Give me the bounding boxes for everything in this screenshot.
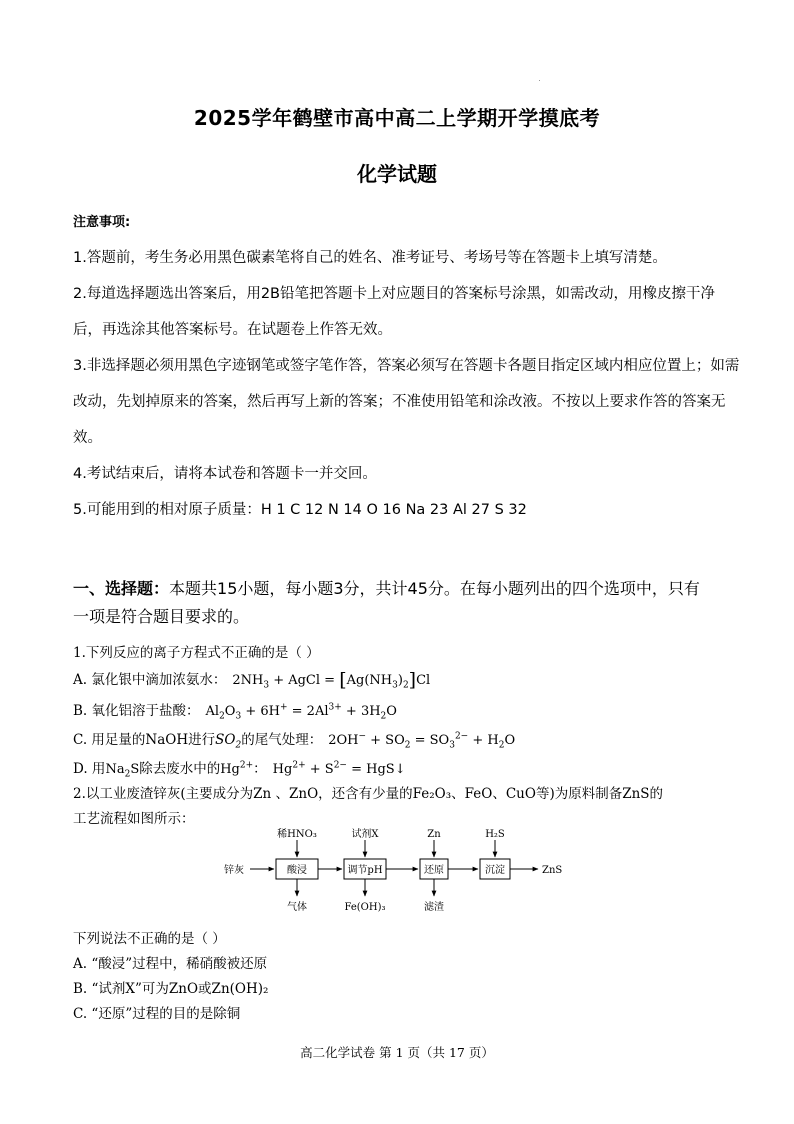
process-flow-diagram bbox=[222, 824, 572, 916]
notice-item-3-end: 效。 bbox=[73, 430, 102, 446]
flow-byproduct-2: Fe(OH)₃ bbox=[344, 902, 386, 913]
exam-subtitle: 化学试题 bbox=[357, 162, 437, 186]
q1-option-b-text: B. 氧化铝溶于盐酸： bbox=[73, 703, 200, 719]
q1-option-a-text: A. 氯化银中滴加浓氨水： bbox=[73, 672, 227, 688]
section-desc: 本题共15小题，每小题3分，共计45分。在每小题列出的四个选项中，只有 bbox=[169, 579, 700, 598]
scan-dot bbox=[539, 80, 540, 81]
section-heading-cont: 一项是符合题目要求的。 bbox=[73, 607, 250, 626]
notice-item-3: 3.非选择题必须用黑色字迹钢笔或签字笔作答，答案必须写在答题卡各题目指定区域内相应位置上；如需 bbox=[73, 358, 740, 374]
flow-step-4: 沉淀 bbox=[485, 865, 505, 876]
notice-item-2-cont: 后，再选涂其他答案标号。在试题卷上作答无效。 bbox=[73, 322, 392, 338]
q1-option-d-text-3: ： bbox=[253, 761, 267, 777]
q1-option-c-text-2: 的尾气处理： bbox=[241, 732, 323, 748]
q1-option-a-equation: $2NH_3$ + AgCl = $[Ag(NH_3)_2]Cl$ bbox=[232, 669, 431, 691]
flow-reagent-3: Zn bbox=[427, 829, 441, 840]
notice-item-1: 1.答题前，考生务必用黑色碳素笔将自己的姓名、准考证号、考场号等在答题卡上填写清楚。 bbox=[73, 250, 667, 266]
flow-reagent-2: 试剂X bbox=[351, 829, 379, 840]
q2-stem-cont: 工艺流程如图所示： bbox=[73, 811, 195, 827]
flow-byproduct-3: 滤渣 bbox=[424, 902, 444, 913]
flow-step-3: 还原 bbox=[424, 865, 444, 876]
q1-stem: 1.下列反应的离子方程式不正确的是（ ） bbox=[73, 645, 320, 661]
q1-option-c bbox=[73, 728, 516, 751]
q2-question: 下列说法不正确的是（ ） bbox=[73, 931, 226, 947]
q1-option-d-na2s: $Na_2S$ bbox=[105, 762, 140, 780]
q1-option-a bbox=[73, 668, 430, 691]
q1-option-d-text-1: D. 用 bbox=[73, 761, 106, 777]
flow-reagent-4: H₂S bbox=[485, 829, 505, 840]
flow-output-label: ZnS bbox=[542, 865, 563, 876]
flow-byproduct-1: 气体 bbox=[287, 902, 307, 913]
q1-option-c-text-1: C. 用足量的NaOH进行 bbox=[73, 732, 216, 748]
notice-item-4: 4.考试结束后，请将本试卷和答题卡一并交回。 bbox=[73, 466, 377, 482]
flow-input-label: 锌灰 bbox=[224, 865, 244, 876]
section-heading bbox=[73, 576, 700, 599]
q1-option-d-text-2: 除去废水中的 bbox=[139, 761, 221, 777]
q2-stem: 2.以工业废渣锌灰(主要成分为Zn 、ZnO，还含有少量的Fe₂O₃、FeO、CuO等)为原料制备ZnS的 bbox=[73, 786, 664, 802]
q1-option-c-equation: $2OH^- + SO_2 = SO_3^{2-} + H_2O$ bbox=[328, 731, 516, 751]
q1-option-d-equation: $Hg^{2+} + S^{2-}$ = HgS↓ bbox=[272, 760, 406, 777]
q2-option-b: B. “试剂X”可为ZnO或Zn(OH)₂ bbox=[73, 981, 269, 997]
q1-option-d bbox=[73, 757, 406, 780]
notice-item-5: 5.可能用到的相对原子质量：H 1 C 12 N 14 O 16 Na 23 Al 27 S 32 bbox=[73, 502, 527, 518]
flow-step-1: 酸浸 bbox=[287, 865, 307, 876]
q2-option-a: A. “酸浸”过程中，稀硝酸被还原 bbox=[73, 956, 268, 972]
q1-option-b bbox=[73, 699, 397, 722]
notice-item-3-cont: 改动，先划掉原来的答案，然后再写上新的答案；不准使用铅笔和涂改液。不按以上要求作答的答案无 bbox=[73, 394, 726, 410]
notice-heading: 注意事项: bbox=[73, 215, 131, 230]
flow-reagent-1: 稀HNO₃ bbox=[277, 829, 317, 840]
section-label: 一、选择题： bbox=[73, 579, 170, 598]
flow-step-2: 调节pH bbox=[347, 865, 383, 876]
q1-option-b-equation: $Al_2O_3 + 6H^+ = 2Al^{3+} + 3H_2O$ bbox=[205, 702, 397, 722]
exam-title: 2025学年鹤壁市高中高二上学期开学摸底考 bbox=[193, 106, 601, 130]
q1-option-d-hg: $Hg^{2+}$ bbox=[220, 760, 254, 777]
notice-item-2: 2.每道选择题选出答案后，用2B铅笔把答题卡上对应题目的答案标号涂黑，如需改动，用橡皮擦干净 bbox=[73, 286, 716, 302]
q2-option-c: C. “还原”过程的目的是除铜 bbox=[73, 1006, 241, 1022]
q1-option-c-so2: $SO_2$ bbox=[215, 732, 242, 751]
page-footer: 高二化学试卷 第 1 页（共 17 页） bbox=[300, 1045, 494, 1060]
